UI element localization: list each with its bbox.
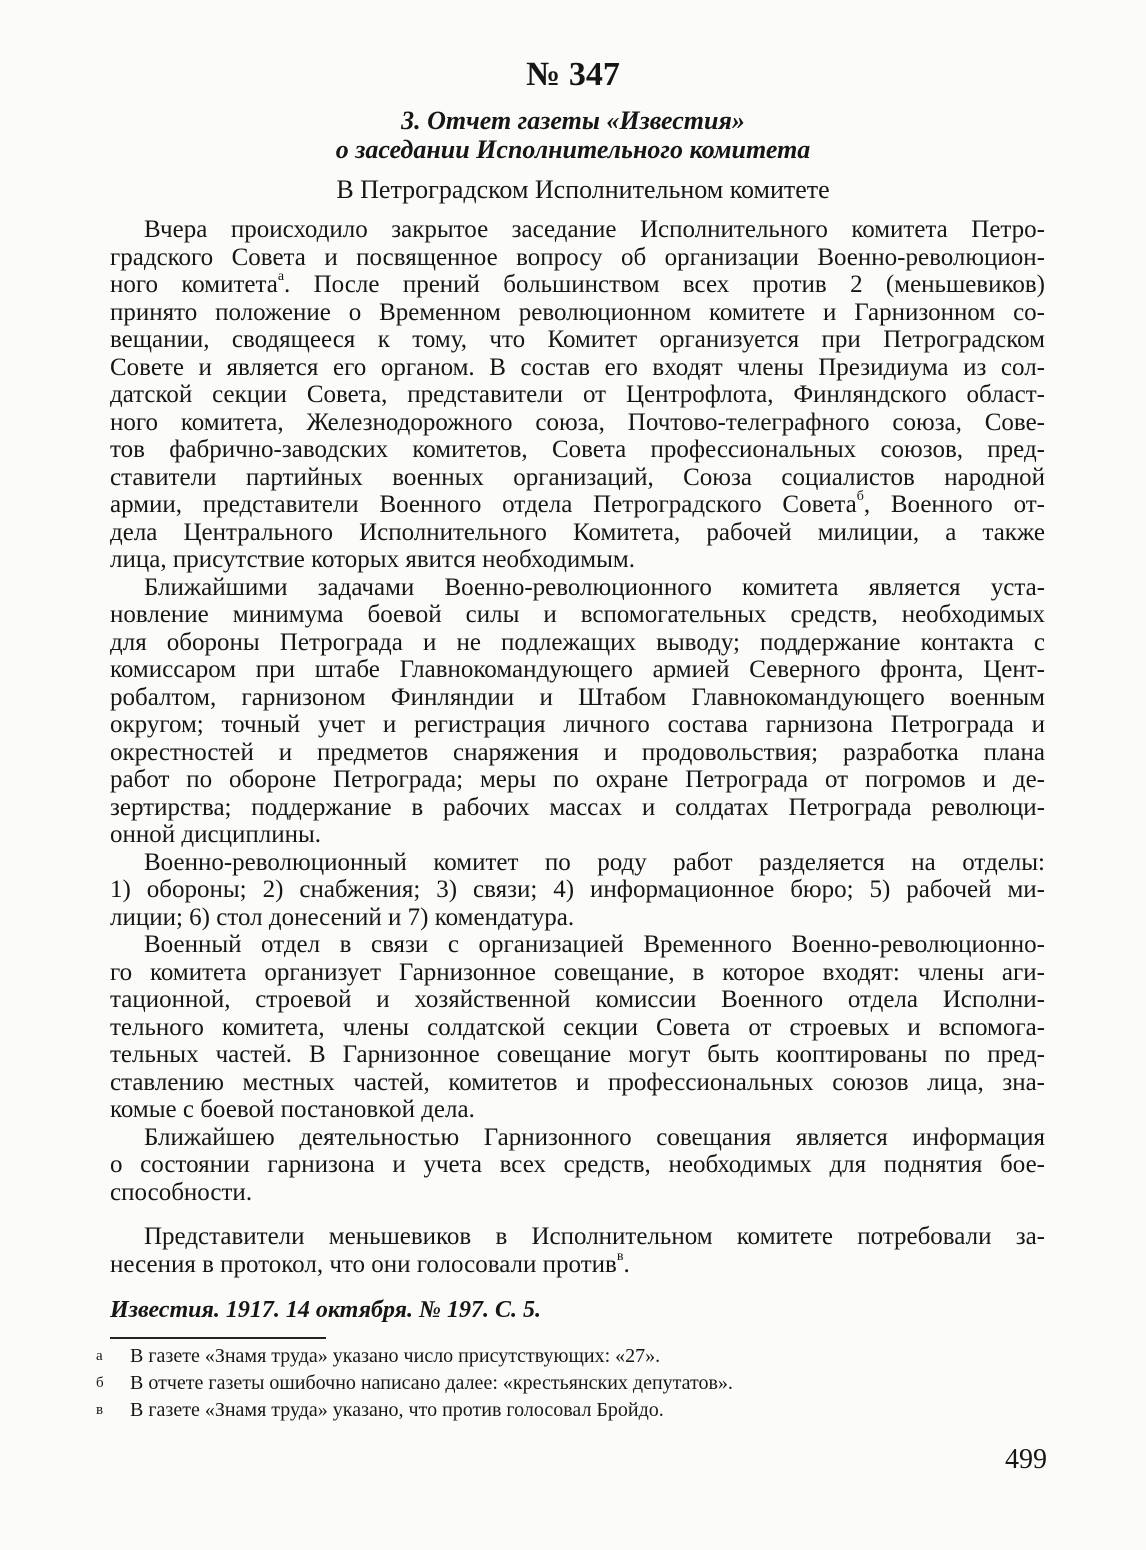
text-line: тационной, строевой и хозяйственной комиссии Военного отдела Исполни- bbox=[110, 986, 1045, 1013]
text-line: датской секции Совета, представители от Центрофлота, Финляндского област- bbox=[110, 381, 1045, 408]
text-line: тов фабрично-заводских комитетов, Совета профессиональных союзов, пред- bbox=[110, 436, 1045, 463]
article-body bbox=[110, 216, 1045, 1278]
text-line: робалтом, гарнизоном Финляндии и Штабом Главнокомандующего военным bbox=[110, 683, 1045, 711]
footnote bbox=[96, 1397, 733, 1424]
paragraph bbox=[110, 1223, 1045, 1278]
text-line: Ближайшею деятельностью Гарнизонного совещания является информация bbox=[144, 1123, 1045, 1151]
footnote-reference: а bbox=[277, 269, 285, 284]
text-line: го комитета организует Гарнизонное совещание, в которое входят: члены аги- bbox=[110, 958, 1045, 986]
footnote-reference: б bbox=[856, 489, 864, 504]
footnote-text: В отчете газеты ошибочно написано далее: «крестьянских депутатов». bbox=[130, 1372, 733, 1394]
text-line: Военно-революционный комитет по роду работ разделяется на отделы: bbox=[144, 848, 1045, 876]
text-line: ного комитета$^а$. После прений большинством всех против 2 (меньшевиков) bbox=[110, 269, 1045, 298]
text-line: тельного комитета, члены солдатской секции Совета от строевых и вспомога- bbox=[110, 1013, 1045, 1041]
text-line: Военный отдел в связи с организацией Временного Военно-революционно- bbox=[144, 931, 1045, 958]
footnote-mark: а bbox=[96, 1348, 103, 1364]
text-line: новление минимума боевой силы и вспомогательных средств, необходимых bbox=[110, 601, 1045, 628]
footnote bbox=[96, 1370, 733, 1397]
text-line: Представители меньшевиков в Исполнительном комитете потребовали за- bbox=[144, 1223, 1045, 1250]
footnote-divider bbox=[110, 1337, 326, 1339]
text-line: Ближайшими задачами Военно-революционного комитета является уста- bbox=[144, 573, 1045, 601]
document-title-line-2: о заседании Исполнительного комитета bbox=[335, 135, 811, 164]
text-line: несения в протокол, что они голосовали против$^в$. bbox=[110, 1248, 630, 1278]
footnote-text: В газете «Знамя труда» указано, что против голосовал Бройдо. bbox=[130, 1399, 664, 1421]
document-number: № 347 bbox=[526, 56, 620, 93]
document-title-line-1: 3. Отчет газеты «Известия» bbox=[401, 106, 745, 135]
text-line: Вчера происходило закрытое заседание Исполнительного комитета Петро- bbox=[144, 216, 1045, 243]
text-line: 1) обороны; 2) снабжения; 3) связи; 4) информационное бюро; 5) рабочей ми- bbox=[110, 876, 1045, 903]
text-line: лиции; 6) стол донесений и 7) комендатура. bbox=[110, 903, 575, 931]
text-line: способности. bbox=[110, 1178, 253, 1206]
text-line: комиссаром при штабе Главнокомандующего армией Северного фронта, Цент- bbox=[110, 656, 1045, 683]
text-line: комые с боевой постановкой дела. bbox=[110, 1096, 475, 1123]
footnote-mark: в bbox=[96, 1402, 104, 1418]
text-line: окрестностей и предметов снаряжения и продовольствия; разработка плана bbox=[110, 738, 1045, 766]
paragraph bbox=[110, 849, 1045, 932]
footnotes bbox=[96, 1343, 733, 1424]
text-line: градского Совета и посвященное вопросу об организации Военно-революцион- bbox=[110, 243, 1045, 271]
text-line: дела Центрального Исполнительного Комитета, рабочей милиции, а также bbox=[110, 518, 1045, 546]
source-citation: Известия. 1917. 14 октября. № 197. С. 5. bbox=[110, 1297, 541, 1323]
text-line: округом; точный учет и регистрация личного состава гарнизона Петрограда и bbox=[110, 711, 1045, 738]
text-line: работ по обороне Петрограда; меры по охране Петрограда от погромов и де- bbox=[110, 766, 1045, 793]
text-line: о состоянии гарнизона и учета всех средств, необходимых для поднятия бое- bbox=[110, 1151, 1045, 1178]
text-line: армии, представители Военного отдела Петроградского Совета$^б$, Военного от- bbox=[110, 489, 1045, 518]
footnote-reference: в bbox=[616, 1248, 624, 1264]
footnote-text: В газете «Знамя труда» указано число присутствующих: «27». bbox=[130, 1345, 661, 1367]
text-line: тельных частей. В Гарнизонное совещание могут быть кооптированы по пред- bbox=[110, 1041, 1045, 1068]
text-line: зертирства; поддержание в рабочих массах и солдатах Петрограда революци- bbox=[110, 793, 1045, 821]
text-line: Совете и является его органом. В состав его входят члены Президиума из сол- bbox=[110, 353, 1045, 381]
text-line: ного комитета, Железнодорожного союза, Почтово-телеграфного союза, Сове- bbox=[110, 408, 1045, 436]
paragraph bbox=[110, 931, 1045, 1124]
article-subheading: В Петроградском Исполнительном комитете bbox=[336, 175, 830, 204]
text-line: ставители партийных военных организаций, Союза социалистов народной bbox=[110, 463, 1045, 491]
text-line: лица, присутствие которых явится необходимым. bbox=[110, 546, 635, 573]
paragraph bbox=[110, 574, 1045, 849]
text-line: ставлению местных частей, комитетов и профессиональных союзов лица, зна- bbox=[110, 1068, 1045, 1096]
text-line: вещании, сводящееся к тому, что Комитет организуется при Петроградском bbox=[110, 326, 1045, 353]
text-line: онной дисциплины. bbox=[110, 821, 321, 848]
footnote-mark: б bbox=[96, 1375, 104, 1391]
paragraph bbox=[110, 216, 1045, 574]
text-line: для обороны Петрограда и не подлежащих выводу; поддержание контакта с bbox=[110, 628, 1045, 656]
paragraph bbox=[110, 1124, 1045, 1207]
page-number: 499 bbox=[1005, 1444, 1047, 1475]
footnote bbox=[96, 1343, 733, 1370]
text-line: принято положение о Временном революционном комитете и Гарнизонном со- bbox=[110, 298, 1045, 326]
